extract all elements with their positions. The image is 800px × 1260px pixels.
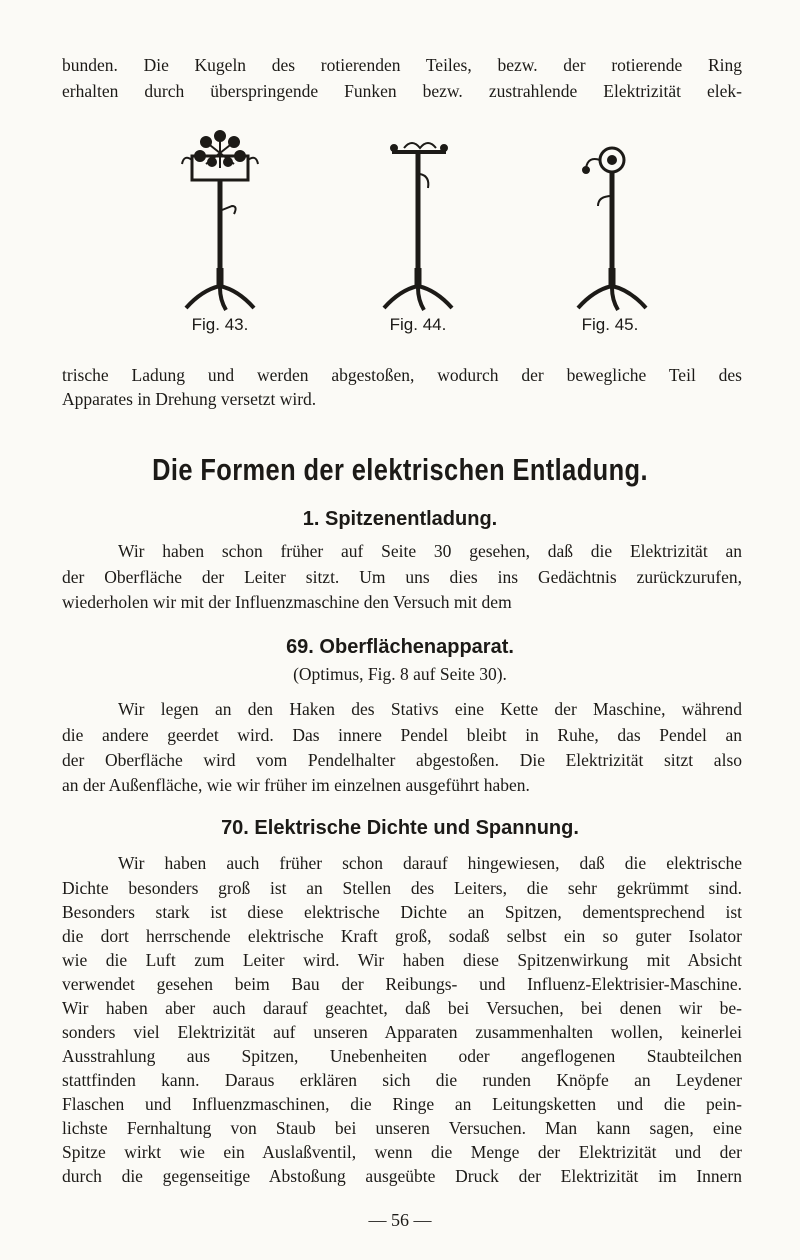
section-heading: 69. Oberflächenapparat.: [286, 636, 514, 658]
section-subheading: (Optimus, Fig. 8 auf Seite 30).: [293, 664, 507, 684]
text-line: bunden. Die Kugeln des rotierenden Teiles, bezw. der rotierende Ring: [62, 55, 742, 75]
figure-row: [150, 118, 670, 348]
text-line: Wir haben aber auch darauf geachtet, daß bei Versuchen, bei denen wir be-: [62, 998, 742, 1018]
text-line: Ausstrahlung aus Spitzen, Unebenheiten oder angeflogenen Staubteilchen: [62, 1046, 742, 1066]
text-line: wiederholen wir mit der Influenzmaschine den Versuch mit dem: [62, 592, 512, 612]
text-line: Flaschen und Influenzmaschinen, die Ringe an Leitungsketten und die pein-: [62, 1094, 742, 1114]
text-line: Wir legen an den Haken des Stativs eine Kette der Maschine, während: [118, 699, 742, 719]
figure-caption: Fig. 44.: [389, 315, 447, 334]
figure-44: [348, 118, 488, 348]
figure-43: [150, 118, 290, 348]
text-line: Besonders stark ist diese elektrische Dichte an Spitzen, dementsprechend ist: [62, 902, 742, 922]
figure-caption: Fig. 45.: [581, 315, 639, 334]
figure-45: [540, 118, 680, 348]
text-line: lichste Fernhaltung von Staub bei unseren Versuchen. Man kann sagen, eine: [62, 1118, 742, 1138]
text-line: die andere geerdet wird. Das innere Pendel bleibt in Ruhe, das Pendel an: [62, 725, 742, 745]
text-line: der Oberfläche wird vom Pendelhalter abgestoßen. Die Elektrizität sitzt also: [62, 750, 742, 770]
text-line: der Oberfläche der Leiter sitzt. Um uns dies ins Gedächtnis zurückzurufen,: [62, 567, 742, 587]
text-line: Wir haben auch früher schon darauf hingewiesen, daß die elektrische: [118, 853, 742, 873]
section-heading: 1. Spitzenentladung.: [302, 508, 498, 530]
text-line: Wir haben schon früher auf Seite 30 gesehen, daß die Elektrizität an: [118, 541, 742, 561]
chapter-title: Die Formen der elektrischen Entladung.: [152, 452, 648, 487]
text-line: wie die Luft zum Leiter wird. Wir haben diese Spitzenwirkung mit Absicht: [62, 950, 742, 970]
text-line: an der Außenfläche, wie wir früher im einzelnen ausgeführt haben.: [62, 775, 530, 795]
text-line: Dichte besonders groß ist an Stellen des Leiters, die sehr gekrümmt sind.: [62, 878, 742, 898]
section-heading: 70. Elektrische Dichte und Spannung.: [221, 817, 579, 839]
ring-rotator-apparatus-icon: [540, 118, 680, 318]
text-line: die dort herrschende elektrische Kraft groß, sodaß selbst ein so guter Isolator: [62, 926, 742, 946]
text-line: erhalten durch überspringende Funken bezw. zustrahlende Elektrizität elek-: [62, 81, 742, 101]
electric-wheel-apparatus-icon: [150, 118, 290, 318]
text-line: verwendet gesehen beim Bau der Reibungs- und Influenz-Elektrisier-Maschine.: [62, 974, 742, 994]
text-line: Apparates in Drehung versetzt wird.: [62, 389, 317, 409]
text-line: sonders viel Elektrizität auf unseren Apparaten zusammenhalten wollen, keinerlei: [62, 1022, 742, 1042]
page-number: — 56 —: [368, 1210, 432, 1230]
electric-fly-apparatus-icon: [348, 118, 488, 318]
text-line: stattfinden kann. Daraus erklären sich die runden Knöpfe an Leydener: [62, 1070, 742, 1090]
text-line: trische Ladung und werden abgestoßen, wodurch der bewegliche Teil des: [62, 365, 742, 385]
text-line: Spitze wirkt wie ein Auslaßventil, wenn die Menge der Elektrizität und der: [62, 1142, 742, 1162]
figure-caption: Fig. 43.: [191, 315, 249, 334]
text-line: durch die gegenseitige Abstoßung ausgeübte Druck der Elektrizität im Innern: [62, 1166, 742, 1186]
